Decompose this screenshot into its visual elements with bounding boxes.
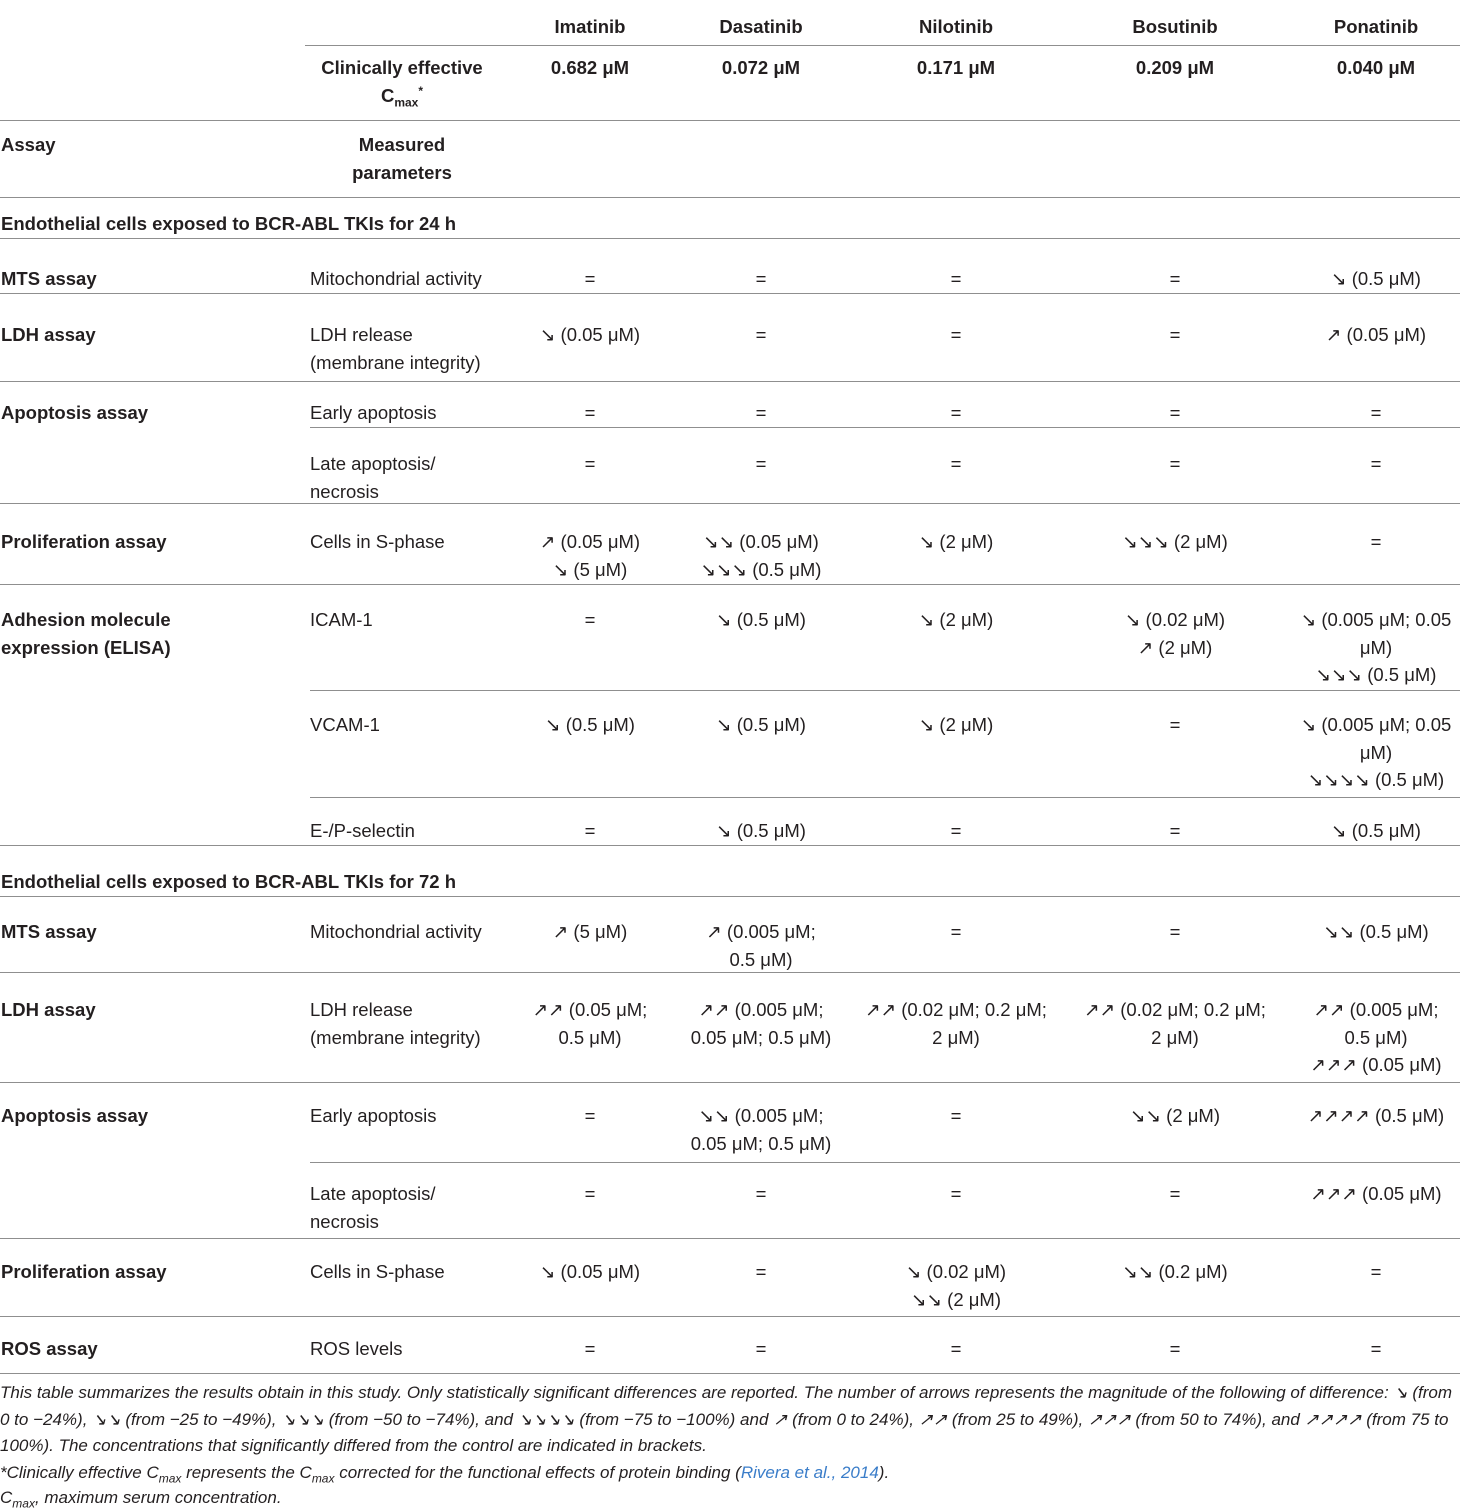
row-divider (0, 584, 1460, 585)
result-cell-nilotinib (951, 450, 962, 478)
result-cell-dasatinib (756, 1258, 767, 1286)
row-divider (0, 896, 1460, 897)
measured-parameter-line: LDH release (310, 999, 413, 1020)
assay-name-line: LDH assay (1, 324, 96, 345)
result-cell-line: = (950, 820, 962, 841)
result-cell-line: = (1370, 453, 1382, 474)
result-cell-imatinib (533, 996, 648, 1051)
params-header-line1: Measured (358, 134, 446, 155)
result-cell-imatinib (585, 265, 596, 293)
result-cell-line: ↘ (2 μM) (918, 714, 994, 735)
cmax-value-ponatinib: 0.040 μM (1336, 57, 1416, 78)
row-divider (0, 120, 1460, 121)
column-header-nilotinib: Nilotinib (919, 16, 993, 37)
result-cell-line: 0.5 μM) (729, 948, 793, 970)
result-cell-line: ↘ (2 μM) (918, 531, 994, 552)
result-cell-line: 2 μM) (1151, 1026, 1199, 1048)
column-header-dasatinib: Dasatinib (719, 16, 803, 37)
footnote-summary: This table summarizes the results obtain in this study. Only statistically significant differences are reported. The number of arrows represents the magnitude of the following of difference: ↘ (from 0 to −24%), ↘↘ (from −25 to −49%), ↘↘↘ (from −50 to −74%), and ↘↘↘↘ (from −75 to −100%) and ↗ (from 0 to 24%), ↗↗ (from 25 to 49%), ↗↗↗ (from 50 to 74%), and ↗↗↗↗ (from 75 to 100%). The concentrations that significantly differed from the control are indicated in brackets. (0, 1383, 1453, 1455)
result-cell-bosutinib (1170, 450, 1181, 478)
result-cell-ponatinib (1310, 996, 1441, 1079)
result-cell-imatinib (585, 1180, 596, 1208)
assay-name-line: expression (ELISA) (1, 636, 171, 658)
footnote-abbr-sub: max (12, 1496, 35, 1511)
result-cell-imatinib (553, 918, 627, 946)
result-cell-dasatinib (756, 1335, 767, 1363)
result-cell-ponatinib (1326, 321, 1426, 349)
row-divider (0, 381, 1460, 382)
result-cell-dasatinib (756, 1180, 767, 1208)
result-cell-line: ↘↘ (2 μM) (1130, 1105, 1220, 1126)
measured-parameter-line: Cells in S-phase (310, 1261, 445, 1282)
assay-name (1, 1258, 167, 1286)
cmax-label-sub: max (394, 95, 419, 110)
cmax-label-line1: Clinically effective (321, 57, 483, 78)
measured-parameter-line: (membrane integrity) (310, 1026, 481, 1048)
result-cell-line: ↘ (0.5 μM) (716, 609, 806, 630)
assay-name-line: Apoptosis assay (1, 402, 149, 423)
result-cell-line: = (950, 921, 962, 942)
result-cell-line: ↗↗ (0.02 μM; 0.2 μM; (865, 999, 1047, 1020)
result-cell-line: ↘↘↘ (0.5 μM) (1315, 664, 1437, 685)
measured-parameter (310, 265, 482, 293)
result-cell-line: = (584, 1338, 596, 1359)
footnote-cmax-text: *Clinically effective C (0, 1463, 159, 1482)
assay-name-line: Apoptosis assay (1, 1105, 149, 1126)
header-divider (305, 45, 1460, 46)
result-cell-line: = (755, 1183, 767, 1204)
result-cell-dasatinib (756, 450, 767, 478)
footnote-cmax-text: ). (878, 1463, 890, 1482)
measured-parameter-line: E-/P-selectin (310, 820, 415, 841)
result-cell-dasatinib (691, 1102, 832, 1157)
column-header-bosutinib: Bosutinib (1132, 16, 1218, 37)
result-cell-line: = (755, 1261, 767, 1282)
result-cell-imatinib (585, 606, 596, 634)
row-divider (0, 1082, 1460, 1083)
assay-name (1, 918, 97, 946)
result-cell-line: ↗ (5 μM) (552, 921, 628, 942)
result-cell-nilotinib (865, 996, 1047, 1051)
measured-parameter-line: ROS levels (310, 1338, 403, 1359)
result-cell-line: ↘ (0.005 μM; 0.05 (1300, 609, 1452, 630)
result-cell-line: = (755, 402, 767, 423)
footnote-cmax (0, 1460, 1460, 1487)
row-divider (310, 427, 1460, 428)
assay-name (1, 606, 171, 661)
result-cell-line: ↗↗ (0.005 μM; (698, 999, 824, 1020)
result-cell-line: = (950, 1105, 962, 1126)
result-cell-line: = (950, 453, 962, 474)
result-cell-line: = (1169, 402, 1181, 423)
result-cell-line: ↗↗ (0.005 μM; (1313, 999, 1439, 1020)
result-cell-bosutinib (1170, 399, 1181, 427)
result-cell-nilotinib (919, 528, 993, 556)
result-cell-line: = (1370, 1338, 1382, 1359)
result-cell-nilotinib (951, 1180, 962, 1208)
result-cell-line: 0.5 μM) (558, 1026, 622, 1048)
result-cell-ponatinib (1310, 1180, 1441, 1208)
result-cell-line: ↘ (5 μM) (552, 558, 628, 580)
measured-parameter (310, 399, 436, 427)
row-divider (310, 797, 1460, 798)
result-cell-line: = (950, 1338, 962, 1359)
result-cell-line: = (1370, 402, 1382, 423)
footnote-cmax-text: corrected for the functional effects of protein binding ( (334, 1463, 741, 1482)
section-title: Endothelial cells exposed to BCR-ABL TKIs for 72 h (1, 871, 457, 892)
result-cell-line: = (584, 268, 596, 289)
assay-name-line: Adhesion molecule (1, 609, 171, 630)
params-header-line2: parameters (352, 161, 452, 183)
measured-parameter-line: Early apoptosis (310, 402, 437, 423)
cmax-value-imatinib: 0.682 μM (550, 57, 630, 78)
result-cell-nilotinib (951, 1335, 962, 1363)
measured-parameter (310, 606, 373, 634)
column-header-imatinib: Imatinib (554, 16, 626, 37)
measured-parameter-line: Cells in S-phase (310, 531, 445, 552)
cmax-label-line2 (321, 82, 482, 110)
result-cell-bosutinib (1170, 918, 1181, 946)
result-cell-ponatinib (1371, 450, 1382, 478)
assay-header: Assay (1, 134, 56, 155)
cmax-value-dasatinib: 0.072 μM (721, 57, 801, 78)
result-cell-imatinib (545, 711, 635, 739)
result-cell-dasatinib (706, 918, 815, 973)
result-cell-line: ↘ (2 μM) (918, 609, 994, 630)
result-cell-line: = (1370, 531, 1382, 552)
measured-parameter (310, 528, 445, 556)
result-cell-imatinib (540, 1258, 640, 1286)
measured-parameter (310, 996, 481, 1051)
measured-parameter (310, 918, 482, 946)
measured-parameter (310, 450, 435, 505)
result-cell-line: ↘ (0.5 μM) (716, 820, 806, 841)
result-cell-line: = (584, 1105, 596, 1126)
result-cell-line: = (584, 453, 596, 474)
result-cell-line: 0.05 μM; 0.5 μM) (690, 1132, 832, 1154)
params-header (352, 131, 452, 186)
result-cell-imatinib (540, 528, 640, 583)
result-cell-imatinib (540, 321, 640, 349)
result-cell-line: 2 μM) (932, 1026, 980, 1048)
result-cell-line: = (1169, 1183, 1181, 1204)
measured-parameter-line: Late apoptosis/ (310, 453, 436, 474)
result-cell-dasatinib (756, 265, 767, 293)
result-cell-bosutinib (1130, 1102, 1220, 1130)
result-cell-line: = (755, 324, 767, 345)
measured-parameter (310, 1102, 436, 1130)
cmax-value-bosutinib: 0.209 μM (1135, 57, 1215, 78)
assay-name-line: ROS assay (1, 1338, 98, 1359)
measured-parameter-line: Late apoptosis/ (310, 1183, 436, 1204)
result-cell-line: = (1169, 268, 1181, 289)
result-cell-nilotinib (951, 918, 962, 946)
result-cell-line: = (1169, 714, 1181, 735)
result-cell-ponatinib (1371, 1258, 1382, 1286)
result-cell-imatinib (585, 450, 596, 478)
assay-name-line: MTS assay (1, 921, 97, 942)
result-cell-line: ↘ (0.5 μM) (1331, 268, 1421, 289)
result-cell-ponatinib (1371, 528, 1382, 556)
measured-parameter-line: necrosis (310, 1210, 379, 1232)
result-cell-line: ↘ (0.02 μM) (905, 1261, 1007, 1282)
citation-link[interactable]: Rivera et al., 2014 (740, 1463, 879, 1482)
result-cell-line: ↗↗ (0.02 μM; 0.2 μM; (1084, 999, 1266, 1020)
measured-parameter-line: Early apoptosis (310, 1105, 437, 1126)
measured-parameter (310, 1258, 445, 1286)
result-cell-line: ↘↘ (0.005 μM; (698, 1105, 824, 1126)
result-cell-line: = (1169, 324, 1181, 345)
column-header-ponatinib: Ponatinib (1333, 16, 1419, 37)
measured-parameter-line: ICAM-1 (310, 609, 373, 630)
result-cell-line: = (1169, 1338, 1181, 1359)
row-divider (0, 238, 1460, 239)
assay-name (1, 996, 96, 1024)
result-cell-line: = (755, 268, 767, 289)
result-cell-line: ↘↘ (0.05 μM) (703, 531, 819, 552)
result-cell-line: ↘ (0.02 μM) (1124, 609, 1226, 630)
result-cell-nilotinib (906, 1258, 1006, 1313)
result-cell-dasatinib (716, 711, 806, 739)
result-cell-line: ↘ (0.5 μM) (1331, 820, 1421, 841)
result-cell-bosutinib (1170, 1335, 1181, 1363)
row-divider (0, 197, 1460, 198)
measured-parameter (310, 711, 380, 739)
result-cell-line: ↘ (0.05 μM) (539, 1261, 641, 1282)
result-cell-line: = (755, 453, 767, 474)
result-cell-dasatinib (756, 399, 767, 427)
result-cell-line: 0.05 μM; 0.5 μM) (690, 1026, 832, 1048)
assay-name-line: LDH assay (1, 999, 96, 1020)
cmax-label (321, 54, 482, 109)
result-cell-line: ↘↘ (2 μM) (911, 1288, 1001, 1310)
result-cell-nilotinib (951, 817, 962, 845)
result-cell-line: 0.5 μM) (1344, 1026, 1408, 1048)
result-cell-imatinib (585, 1335, 596, 1363)
row-divider (310, 1162, 1460, 1163)
result-cell-line: ↗ (2 μM) (1137, 636, 1213, 658)
result-cell-bosutinib (1122, 1258, 1227, 1286)
result-cell-line: = (1169, 921, 1181, 942)
result-cell-line: ↘ (0.05 μM) (539, 324, 641, 345)
result-cell-dasatinib (716, 606, 806, 634)
result-cell-line: ↘↘ (0.2 μM) (1122, 1261, 1228, 1282)
footnote-cmax-sub: max (158, 1471, 182, 1486)
result-cell-line: ↗↗↗↗ (0.5 μM) (1307, 1105, 1445, 1126)
section-title: Endothelial cells exposed to BCR-ABL TKIs for 24 h (1, 213, 457, 234)
assay-name (1, 1335, 98, 1363)
result-cell-line: ↗ (0.05 μM) (539, 531, 641, 552)
measured-parameter (310, 1335, 403, 1363)
assay-name (1, 399, 148, 427)
measured-parameter (310, 817, 415, 845)
row-divider (0, 293, 1460, 294)
result-cell-nilotinib (951, 399, 962, 427)
assay-name (1, 265, 97, 293)
result-cell-line: = (950, 402, 962, 423)
cmax-value-nilotinib: 0.171 μM (916, 57, 996, 78)
result-cell-line: ↘ (0.005 μM; 0.05 (1300, 714, 1452, 735)
result-cell-bosutinib (1122, 528, 1227, 556)
cmax-label-main: C (380, 84, 395, 106)
result-cell-dasatinib (691, 996, 832, 1051)
result-cell-imatinib (585, 399, 596, 427)
result-cell-ponatinib (1331, 817, 1421, 845)
result-cell-dasatinib (756, 321, 767, 349)
result-cell-line: = (755, 1338, 767, 1359)
row-divider (310, 690, 1460, 691)
result-cell-line: ↗ (0.05 μM) (1325, 324, 1427, 345)
measured-parameter-line: Mitochondrial activity (310, 921, 482, 942)
result-cell-nilotinib (951, 265, 962, 293)
row-divider (0, 1373, 1460, 1374)
result-cell-nilotinib (951, 321, 962, 349)
assay-name (1, 528, 167, 556)
result-cell-line: ↗↗↗ (0.05 μM) (1310, 1183, 1442, 1204)
assay-name-line: Proliferation assay (1, 531, 167, 552)
result-cell-line: ↗ (0.005 μM; (706, 921, 816, 942)
result-cell-ponatinib (1308, 1102, 1444, 1130)
result-cell-line: ↘ (0.5 μM) (545, 714, 635, 735)
assay-name-line: MTS assay (1, 268, 97, 289)
footnote-cmax-sub: max (311, 1471, 335, 1486)
row-divider (0, 845, 1460, 846)
row-divider (0, 972, 1460, 973)
result-cell-dasatinib (701, 528, 822, 583)
measured-parameter (310, 321, 481, 376)
result-cell-ponatinib (1331, 265, 1421, 293)
footnote-cmax-text: represents the C (181, 1463, 312, 1482)
result-cell-ponatinib (1301, 606, 1452, 689)
row-divider (0, 503, 1460, 504)
measured-parameter-line: Mitochondrial activity (310, 268, 482, 289)
result-cell-bosutinib (1170, 817, 1181, 845)
result-cell-dasatinib (716, 817, 806, 845)
footnote-abbr-text: , maximum serum concentration. (34, 1488, 282, 1507)
measured-parameter-line: necrosis (310, 480, 379, 502)
result-cell-bosutinib (1125, 606, 1225, 661)
assay-name-line: Proliferation assay (1, 1261, 167, 1282)
assay-name (1, 1102, 148, 1130)
result-cell-line: ↘↘↘ (0.5 μM) (700, 558, 822, 580)
result-cell-bosutinib (1170, 1180, 1181, 1208)
result-cell-imatinib (585, 1102, 596, 1130)
result-cell-bosutinib (1170, 321, 1181, 349)
result-cell-line: = (584, 609, 596, 630)
result-cell-bosutinib (1170, 711, 1181, 739)
result-cell-nilotinib (919, 606, 993, 634)
result-cell-line: = (584, 402, 596, 423)
result-cell-imatinib (585, 817, 596, 845)
result-cell-nilotinib (951, 1102, 962, 1130)
result-cell-ponatinib (1371, 1335, 1382, 1363)
result-cell-line: ↘↘↘↘ (0.5 μM) (1307, 769, 1445, 790)
result-cell-line: = (950, 1183, 962, 1204)
result-cell-ponatinib (1301, 711, 1452, 794)
row-divider (0, 1238, 1460, 1239)
result-cell-ponatinib (1323, 918, 1428, 946)
result-cell-line: = (1169, 820, 1181, 841)
result-cell-line: ↗↗ (0.05 μM; (532, 999, 648, 1020)
result-cell-line: = (584, 1183, 596, 1204)
row-divider (0, 1316, 1460, 1317)
result-cell-line: = (950, 268, 962, 289)
measured-parameter-line: (membrane integrity) (310, 351, 481, 373)
result-cell-line: ↘↘↘ (2 μM) (1122, 531, 1228, 552)
cmax-label-sup: * (418, 83, 424, 98)
result-cell-nilotinib (919, 711, 993, 739)
result-cell-line: = (950, 324, 962, 345)
measured-parameter-line: LDH release (310, 324, 413, 345)
result-cell-line: = (1370, 1261, 1382, 1282)
result-cell-line: = (584, 820, 596, 841)
result-cell-line: = (1169, 453, 1181, 474)
measured-parameter-line: VCAM-1 (310, 714, 380, 735)
measured-parameter (310, 1180, 435, 1235)
result-cell-line: ↗↗↗ (0.05 μM) (1310, 1054, 1442, 1075)
footnote-abbr-c: C (0, 1488, 13, 1507)
result-cell-line: μM) (1359, 636, 1393, 658)
result-cell-line: ↘ (0.5 μM) (716, 714, 806, 735)
result-cell-bosutinib (1084, 996, 1266, 1051)
result-cell-line: ↘↘ (0.5 μM) (1323, 921, 1429, 942)
result-cell-bosutinib (1170, 265, 1181, 293)
result-cell-ponatinib (1371, 399, 1382, 427)
result-cell-line: μM) (1359, 741, 1393, 763)
assay-name (1, 321, 96, 349)
